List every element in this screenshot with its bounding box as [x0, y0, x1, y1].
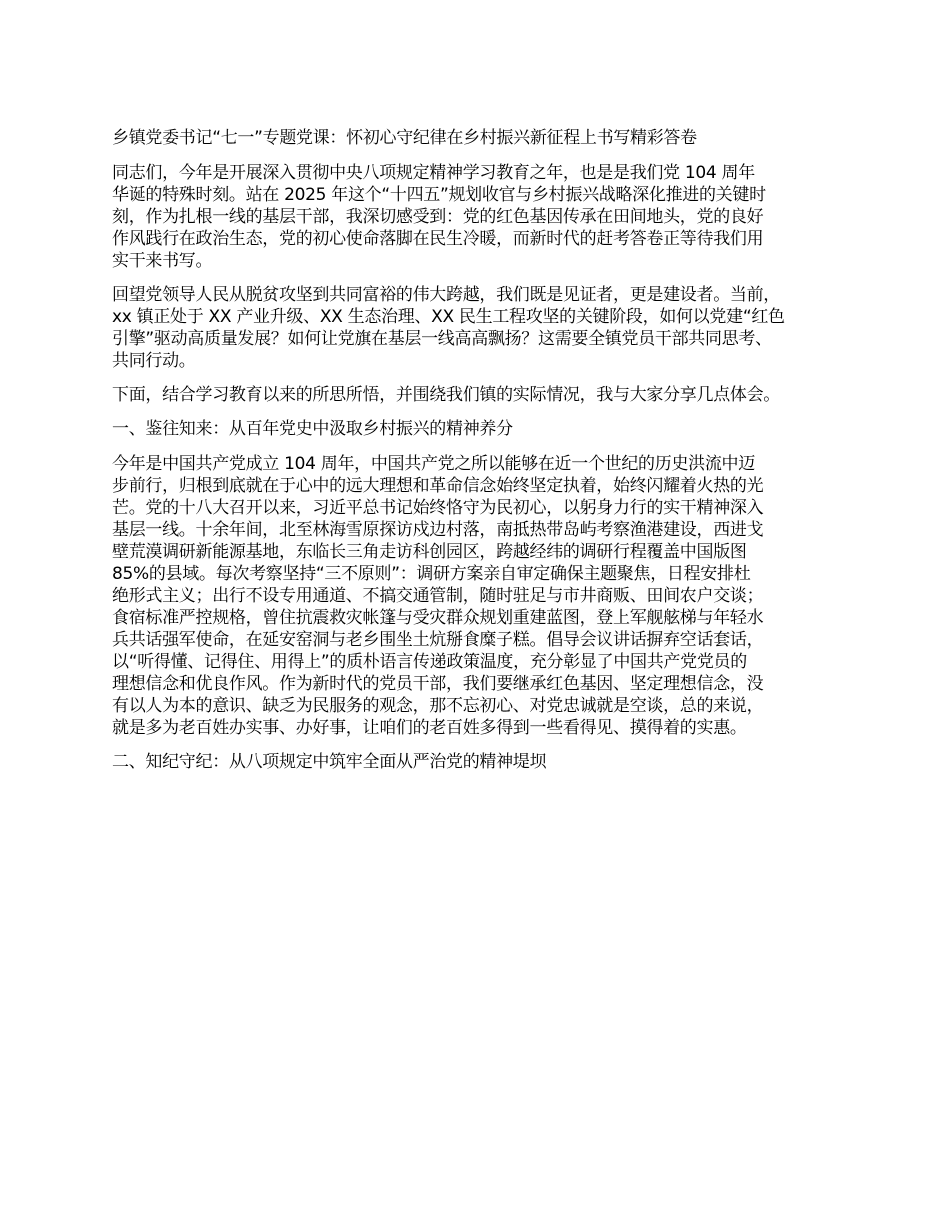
text-line: 芒。党的十八大召开以来，习近平总书记始终恪守为民初心，以躬身力行的实干精神深入 [112, 498, 764, 518]
text-line: 食宿标准严控规格，曾住抗震救灾帐篷与受灾群众规划重建蓝图，登上军舰舷梯与年轻水 [112, 608, 764, 628]
text-line: 兵共话强军使命，在延安窑洞与老乡围坐土炕掰食糜子糕。倡导会议讲话摒弃空话套话， [112, 630, 764, 650]
text-line: 理想信念和优良作风。作为新时代的党员干部，我们要继承红色基因、坚定理想信念，没 [112, 674, 764, 694]
paragraph-intro [112, 162, 872, 272]
paragraph-review [112, 284, 872, 372]
text-line: 刻，作为扎根一线的基层干部，我深切感受到：党的红色基因传承在田间地头，党的良好 [112, 207, 764, 227]
text-line: 以“听得懂、记得住、用得上”的质朴语言传递政策温度，充分彰显了中国共产党党员的 [112, 652, 747, 672]
text-line: 华诞的特殊时刻。站在 2025 年这个“十四五”规划收官与乡村振兴战略深化推进的关键时 [112, 185, 766, 205]
document-page [112, 127, 872, 786]
text-line: 同志们，今年是开展深入贯彻中央八项规定精神学习教育之年，也是是我们党 104 周年 [112, 163, 755, 183]
text-line: 有以人为本的意识、缺乏为民服务的观念，那不忘初心、对党忠诚就是空谈，总的来说， [112, 696, 764, 716]
text-line: 引擎”驱动高质量发展？如何让党旗在基层一线高高飘扬？这需要全镇党员干部共同思考、 [112, 329, 772, 349]
text-line: 下面，结合学习教育以来的所思所悟，并围绕我们镇的实际情况，我与大家分享几点体会。 [112, 385, 780, 405]
text-line: 绝形式主义；出行不设专用通道、不搞交通管制，随时驻足与市井商贩、田间农户交谈； [112, 586, 764, 606]
paragraph-transition [112, 384, 872, 406]
section-heading-1: 一、鉴往知来：从百年党史中汲取乡村振兴的精神养分 [112, 419, 513, 439]
text-line: 作风践行在政治生态，党的初心使命落脚在民生冷暖，而新时代的赶考答卷正等待我们用 [112, 229, 764, 249]
text-line: 回望党领导人民从脱贫攻坚到共同富裕的伟大跨越，我们既是见证者，更是建设者。当前， [112, 285, 780, 305]
text-line: 共同行动。 [112, 351, 196, 371]
document-title: 乡镇党委书记“七一”专题党课：怀初心守纪律在乡村振兴新征程上书写精彩答卷 [112, 128, 697, 148]
paragraph-section-1 [112, 453, 872, 739]
section-heading-2: 二、知纪守纪：从八项规定中筑牢全面从严治党的精神堤坝 [112, 752, 547, 772]
text-line: xx 镇正处于 XX 产业升级、XX 生态治理、XX 民生工程攻坚的关键阶段，如何以党建“红色 [112, 307, 785, 327]
text-line: 就是多为老百姓办实事、办好事，让咱们的老百姓多得到一些看得见、摸得着的实惠。 [112, 718, 747, 738]
text-line: 实干来书写。 [112, 251, 213, 271]
text-line: 壁荒漠调研新能源基地，东临长三角走访科创园区，跨越经纬的调研行程覆盖中国版图 [112, 542, 747, 562]
text-line: 今年是中国共产党成立 104 周年，中国共产党之所以能够在近一个世纪的历史洪流中迈 [112, 454, 755, 474]
text-line: 基层一线。十余年间，北至林海雪原探访戍边村落，南抵热带岛屿考察渔港建设，西进戈 [112, 520, 764, 540]
text-line: 步前行，归根到底就在于心中的远大理想和革命信念始终坚定执着，始终闪耀着火热的光 [112, 476, 764, 496]
text-line: 85%的县域。每次考察坚持“三不原则”：调研方案亲自审定确保主题聚焦，日程安排杜 [112, 564, 751, 584]
